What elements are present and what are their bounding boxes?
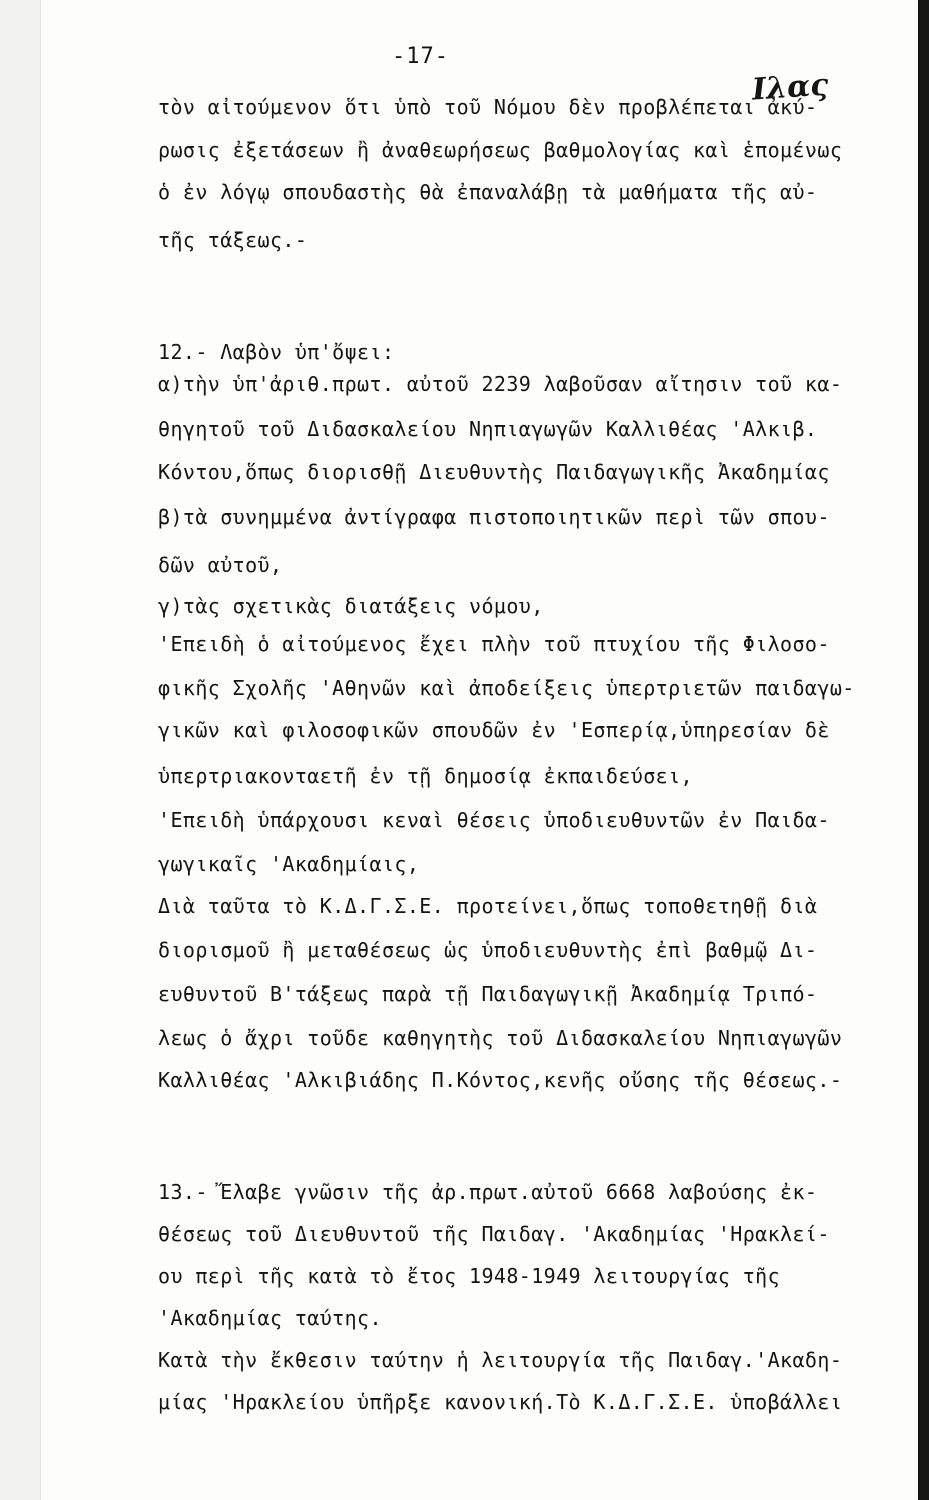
- section-heading: 12.- Λαβὸν ὑπ'ὄψει:: [158, 340, 395, 364]
- text-line: θηγητοῦ τοῦ Διδασκαλείου Νηπιαγωγῶν Καλλιθέας 'Αλκιβ.: [158, 417, 818, 441]
- text-line: γ)τὰς σχετικὰς διατάξεις νόμου,: [158, 594, 544, 618]
- text-line: ου περὶ τῆς κατὰ τὸ ἔτος 1948-1949 λειτουργίας τῆς: [158, 1264, 781, 1288]
- text-line: θέσεως τοῦ Διευθυντοῦ τῆς Παιδαγ. 'Ακαδημίας 'Ηρακλεί-: [158, 1222, 830, 1246]
- text-line: Καλλιθέας 'Αλκιβιάδης Π.Κόντος,κενῆς οὔσης τῆς θέσεως.-: [158, 1068, 843, 1092]
- text-line: λεως ὁ ἄχρι τοῦδε καθηγητὴς τοῦ Διδασκαλείου Νηπιαγωγῶν: [158, 1026, 843, 1050]
- text-line: Κατὰ τὴν ἔκθεσιν ταύτην ἡ λειτουργία τῆς Παιδαγ.'Ακαδη-: [158, 1348, 843, 1372]
- text-line: μίας 'Ηρακλείου ὑπῆρξε κανονική.Τὸ Κ.Δ.Γ.Σ.Ε. ὑποβάλλει: [158, 1390, 843, 1414]
- text-line: διορισμοῦ ἢ μεταθέσεως ὡς ὑποδιευθυντὴς ἐπὶ βαθμῷ Δι-: [158, 938, 818, 962]
- text-line: 'Επειδὴ ὁ αἰτούμενος ἔχει πλὴν τοῦ πτυχίου τῆς Φιλοσο-: [158, 632, 830, 656]
- section-heading: 13.- Ἔλαβε γνῶσιν τῆς ἀρ.πρωτ.αὐτοῦ 6668 λαβούσης ἐκ-: [158, 1180, 818, 1204]
- text-line: γωγικαῖς 'Ακαδημίαις,: [158, 852, 420, 876]
- text-line: ρωσις ἐξετάσεων ἢ ἀναθεωρήσεως βαθμολογίας καὶ ἑπομένως: [158, 138, 843, 162]
- page-right-edge: [918, 0, 929, 1500]
- text-line: Διὰ ταῦτα τὸ Κ.Δ.Γ.Σ.Ε. προτείνει,ὅπως τοποθετηθῇ διὰ: [158, 894, 818, 918]
- text-line: 'Επειδὴ ὑπάρχουσι κεναὶ θέσεις ὑποδιευθυντῶν ἐν Παιδα-: [158, 808, 830, 832]
- text-line: τὸν αἰτούμενον ὅτι ὑπὸ τοῦ Νόμου δὲν προβλέπεται ἀκύ-: [158, 95, 818, 119]
- text-line: δῶν αὐτοῦ,: [158, 553, 283, 577]
- text-line: ὑπερτριακονταετῆ ἐν τῇ δημοσίᾳ ἐκπαιδεύσει,: [158, 764, 693, 788]
- text-line: 'Ακαδημίας ταύτης.: [158, 1306, 382, 1330]
- left-margin-strip: [0, 0, 41, 1500]
- text-line: γικῶν καὶ φιλοσοφικῶν σπουδῶν ἐν 'Εσπερίᾳ,ὑπηρεσίαν δὲ: [158, 718, 830, 742]
- text-line: ευθυντοῦ Β'τάξεως παρὰ τῇ Παιδαγωγικῇ Ἀκαδημίᾳ Τριπό-: [158, 982, 818, 1006]
- text-line: Κόντου,ὅπως διορισθῇ Διευθυντὴς Παιδαγωγικῆς Ἀκαδημίας: [158, 460, 830, 484]
- text-line: β)τὰ συνημμένα ἀντίγραφα πιστοποιητικῶν περὶ τῶν σπου-: [158, 505, 830, 529]
- text-line: τῆς τάξεως.-: [158, 228, 308, 252]
- handwritten-note: Ιλας: [750, 67, 830, 108]
- text-line: α)τὴν ὑπ'ἀριθ.πρωτ. αὐτοῦ 2239 λαβοῦσαν αἴτησιν τοῦ κα-: [158, 372, 843, 396]
- page-number: -17-: [392, 44, 449, 69]
- text-line: ὁ ἐν λόγῳ σπουδαστὴς θὰ ἐπαναλάβῃ τὰ μαθήματα τῆς αὐ-: [158, 180, 818, 204]
- text-line: φικῆς Σχολῆς 'Αθηνῶν καὶ ἀποδείξεις ὑπερτριετῶν παιδαγω-: [158, 676, 855, 700]
